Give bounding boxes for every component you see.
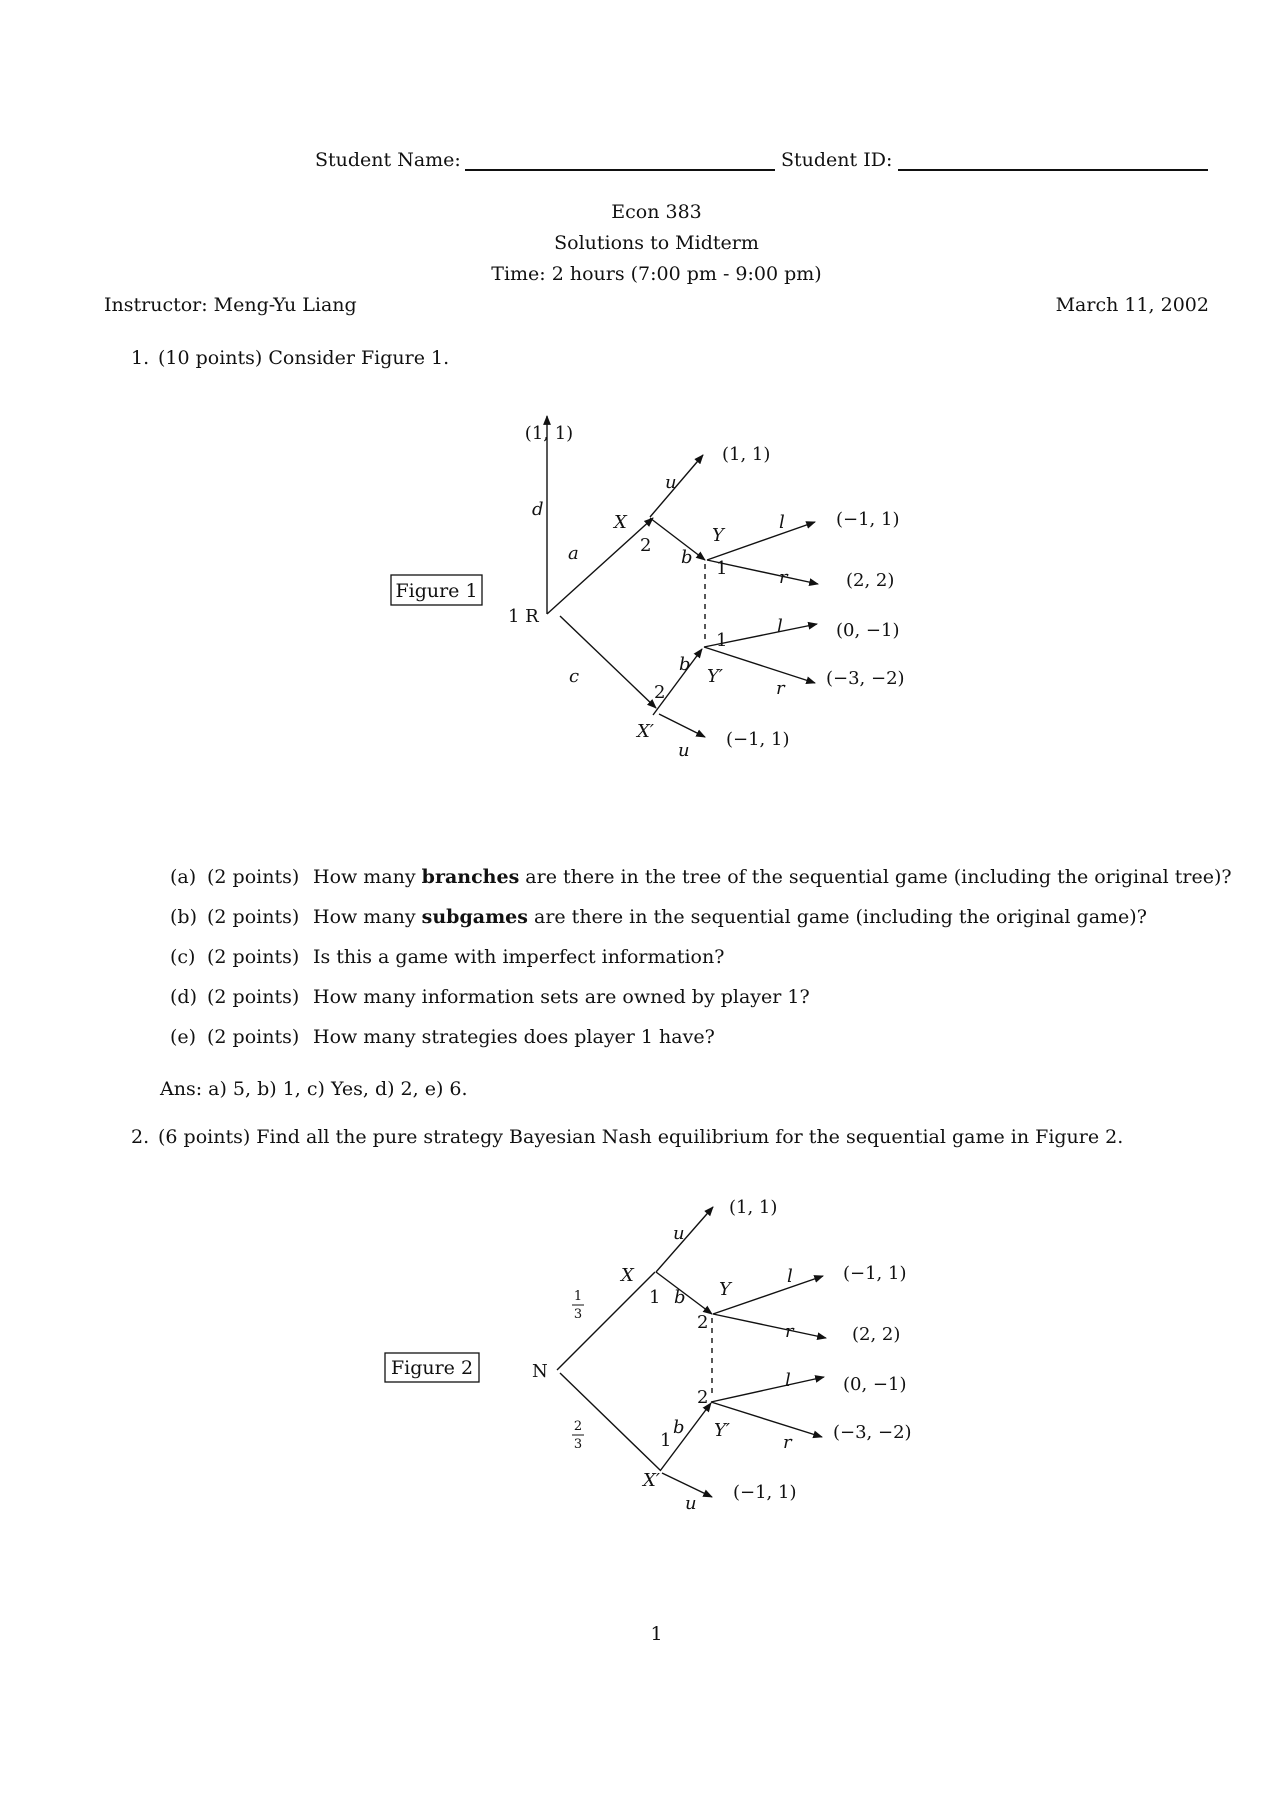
q1-part-b-label: (b) [170, 906, 197, 928]
payoff-y-l: (−1, 1) [843, 1263, 907, 1284]
prob-bottom-numerator: 2 [573, 1419, 583, 1434]
player-1-bottom-label: 1 [660, 1430, 672, 1451]
q1-part-c-label: (c) [170, 946, 196, 968]
exam-date: March 11, 2002 [1055, 294, 1209, 316]
q1-part-e-points: (2 points) [207, 1026, 300, 1048]
q1-part-c-text: Is this a game with imperfect information? [313, 946, 725, 968]
player-1-bottom-label: 1 [716, 630, 728, 651]
figure-1-game-tree [0, 400, 1280, 780]
prob-top-numerator: 1 [573, 1289, 583, 1304]
q1-number: 1. [131, 347, 150, 369]
q2-text: (6 points) Find all the pure strategy Bayesian Nash equilibrium for the sequential game in Figure 2. [158, 1126, 1124, 1148]
student-name-label: Student Name: [315, 149, 461, 171]
action-u-top-label: u [673, 1223, 685, 1244]
q1-part-b-points: (2 points) [207, 906, 300, 928]
payoff-u-bottom: (−1, 1) [733, 1482, 797, 1503]
q1-part-a-text: How many branches are there in the tree of the sequential game (including the original tree)? [313, 866, 1232, 888]
payoff-y-r: (2, 2) [846, 570, 895, 591]
student-name-line[interactable] [465, 169, 775, 171]
prob-top-denominator: 3 [573, 1307, 583, 1322]
action-l-bottom-label: l [785, 1370, 791, 1391]
node-x-label: X [621, 1265, 634, 1286]
node-x-label: X [614, 512, 627, 533]
q2-number: 2. [131, 1126, 150, 1148]
q1-part-c-points: (2 points) [207, 946, 300, 968]
action-r-top-label: r [785, 1321, 794, 1342]
student-id-line[interactable] [898, 169, 1208, 171]
instructor: Instructor: Meng-Yu Liang [104, 294, 357, 316]
payoff-yp-r: (−3, −2) [833, 1422, 912, 1443]
payoff-yp-r: (−3, −2) [826, 668, 905, 689]
player-1-top-label: 1 [716, 558, 728, 579]
edge-c [560, 616, 656, 708]
q1-part-e-label: (e) [170, 1026, 197, 1048]
edge-b-top [650, 518, 705, 560]
player-2-bottom-label: 2 [697, 1387, 709, 1408]
player-1-top-label: 1 [649, 1287, 661, 1308]
action-l-top-label: l [779, 512, 785, 533]
node-yp-label: Y′ [707, 666, 723, 687]
prob-bottom-denominator: 3 [573, 1437, 583, 1452]
payoff-yp-l: (0, −1) [843, 1374, 907, 1395]
action-l-top-label: l [787, 1266, 793, 1287]
action-c-label: c [569, 666, 580, 687]
edge-r-top [713, 1314, 826, 1338]
node-yp-label: Y′ [714, 1420, 730, 1441]
root-node-label: 1 R [508, 606, 539, 627]
action-d-label: d [532, 499, 544, 520]
q1-part-d-label: (d) [170, 986, 197, 1008]
node-xp-label: X′ [643, 1470, 660, 1491]
node-y-label: Y [719, 1279, 731, 1300]
action-b-bottom-label: b [673, 1417, 685, 1438]
student-id-label: Student ID: [781, 149, 893, 171]
q1-answer: Ans: a) 5, b) 1, c) Yes, d) 2, e) 6. [160, 1078, 468, 1100]
q1-text: (10 points) Consider Figure 1. [158, 347, 450, 369]
action-r-bottom-label: r [776, 678, 785, 699]
action-b-top-label: b [681, 547, 693, 568]
payoff-y-l: (−1, 1) [836, 509, 900, 530]
action-l-bottom-label: l [777, 616, 783, 637]
action-u-bottom-label: u [678, 740, 690, 761]
action-b-top-label: b [674, 1287, 686, 1308]
q1-part-d-points: (2 points) [207, 986, 300, 1008]
action-r-top-label: r [779, 567, 788, 588]
q1-part-d-text: How many information sets are owned by player 1? [313, 986, 810, 1008]
exam-time: Time: 2 hours (7:00 pm - 9:00 pm) [491, 263, 822, 285]
payoff-y-r: (2, 2) [852, 1324, 901, 1345]
node-y-label: Y [712, 525, 724, 546]
figure-1-label: Figure 1 [395, 580, 478, 602]
player-2-top-label: 2 [697, 1312, 709, 1333]
q1-part-b-text: How many subgames are there in the sequential game (including the original game)? [313, 906, 1147, 928]
action-u-top-label: u [665, 472, 677, 493]
page-number: 1 [650, 1623, 663, 1645]
payoff-u-top: (1, 1) [729, 1197, 778, 1218]
nature-node-label: N [532, 1361, 548, 1382]
figure-2-label: Figure 2 [390, 1357, 474, 1379]
q1-part-a-label: (a) [170, 866, 197, 888]
course-title: Econ 383 [611, 201, 702, 223]
node-xp-label: X′ [637, 721, 654, 742]
payoff-u-bottom: (−1, 1) [726, 729, 790, 750]
edge-nature-top [557, 1272, 655, 1370]
action-a-label: a [568, 543, 579, 564]
action-b-bottom-label: b [679, 654, 691, 675]
player-2-bottom-label: 2 [654, 682, 666, 703]
q1-part-e-text: How many strategies does player 1 have? [313, 1026, 715, 1048]
figure-2-game-tree [0, 1180, 1280, 1540]
edge-u-bottom [659, 714, 705, 737]
payoff-yp-l: (0, −1) [836, 620, 900, 641]
payoff-d: (1, 1) [524, 423, 574, 444]
edge-a [547, 518, 653, 614]
exam-subtitle: Solutions to Midterm [554, 232, 759, 254]
action-u-bottom-label: u [685, 1493, 697, 1514]
action-r-bottom-label: r [783, 1432, 792, 1453]
q1-part-a-points: (2 points) [207, 866, 300, 888]
edge-l-bottom [711, 1377, 824, 1402]
payoff-u-top: (1, 1) [722, 444, 771, 465]
player-2-top-label: 2 [640, 535, 652, 556]
